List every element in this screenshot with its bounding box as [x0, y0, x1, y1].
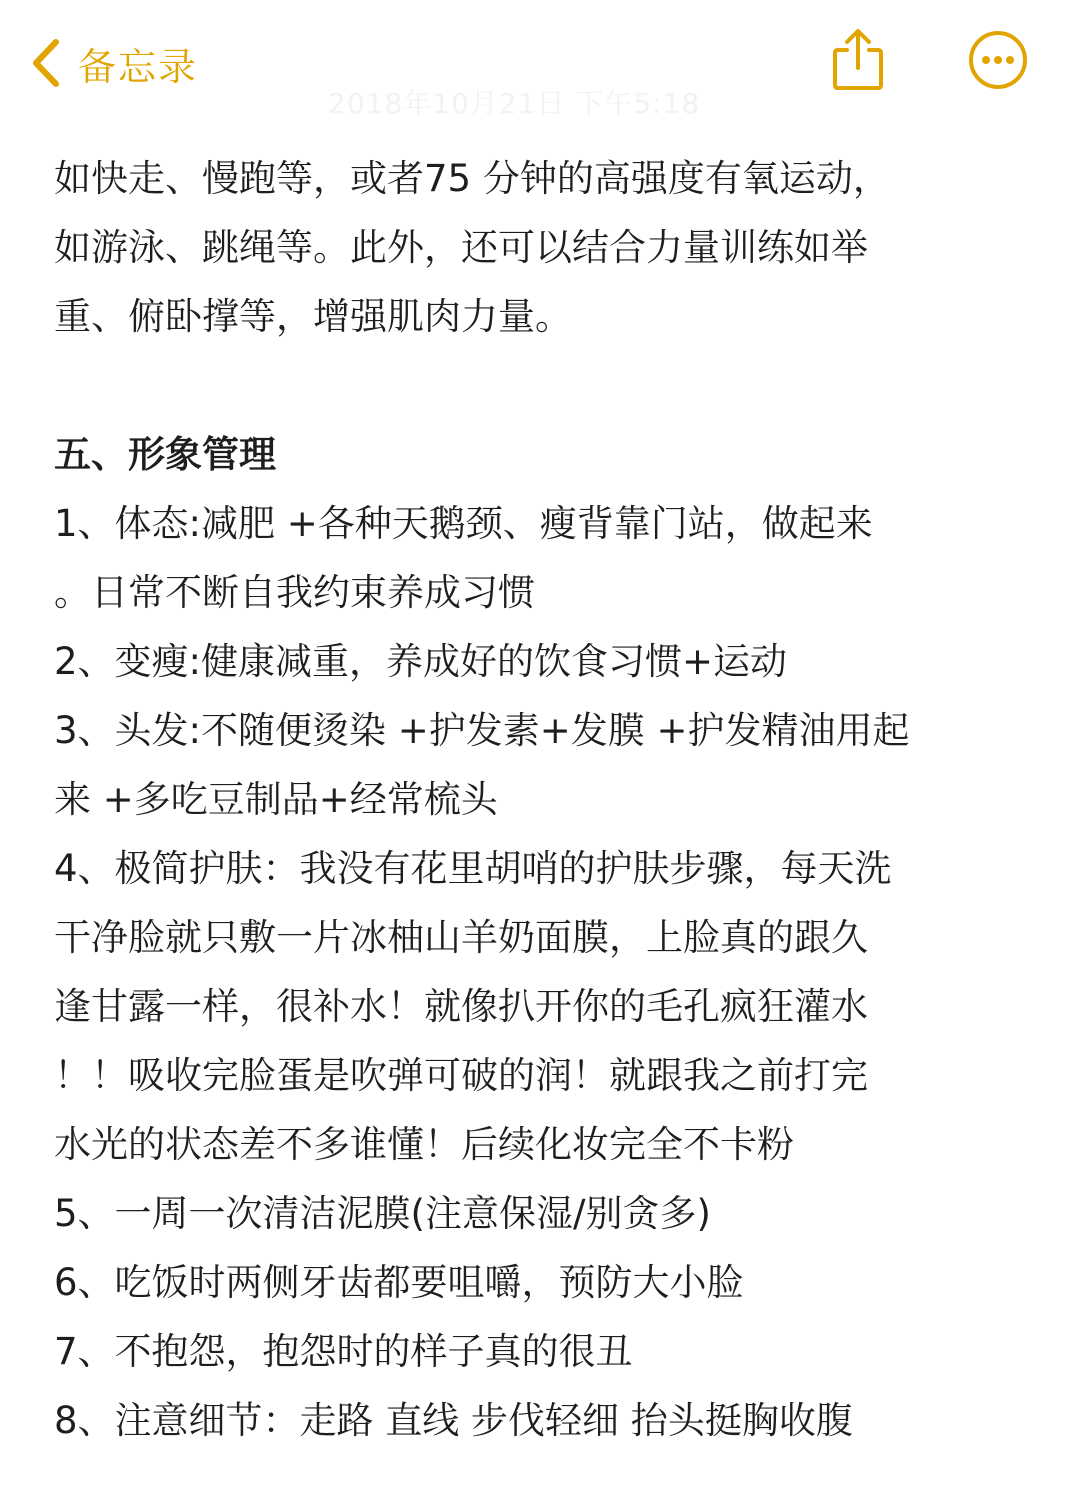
back-label: 备忘录 — [78, 44, 199, 89]
note-date: 2018年10月21日 下午5:18 — [328, 87, 701, 120]
note-line: 水光的状态差不多谁懂！后续化妆完全不卡粉 — [54, 1123, 794, 1166]
note-line: 如快走、慢跑等，或者75 分钟的高强度有氧运动， — [54, 157, 890, 200]
note-line: 7、不抱怨，抱怨时的样子真的很丑 — [54, 1330, 633, 1373]
note-line: 2、变瘦:健康减重，养成好的饮食习惯+运动 — [54, 640, 788, 683]
note-line: 来 +多吃豆制品+经常梳头 — [54, 778, 498, 821]
share-icon — [830, 28, 886, 96]
note-line: 如游泳、跳绳等。此外，还可以结合力量训练如举 — [54, 226, 868, 269]
note-line: ！！吸收完脸蛋是吹弹可破的润！就跟我之前打完 — [54, 1054, 868, 1097]
note-line: 重、俯卧撑等，增强肌肉力量。 — [54, 295, 572, 338]
note-line: 干净脸就只敷一片冰柚山羊奶面膜，上脸真的跟久 — [54, 916, 868, 959]
note-line: 6、吃饭时两侧牙齿都要咀嚼，预防大小脸 — [54, 1261, 744, 1304]
navigation-bar — [0, 0, 1080, 125]
note-line: 4、极简护肤：我没有花里胡哨的护肤步骤，每天洗 — [54, 847, 892, 890]
more-icon — [967, 29, 1029, 95]
note-line: 。日常不断自我约束养成习惯 — [54, 571, 535, 614]
more-button[interactable] — [962, 26, 1034, 98]
note-line: 5、一周一次清洁泥膜(注意保湿/别贪多) — [54, 1192, 711, 1235]
note-line: 1、体态:减肥 +各种天鹅颈、瘦背靠门站，做起来 — [54, 502, 873, 545]
note-line: 8、注意细节：走路 直线 步伐轻细 抬头挺胸收腹 — [54, 1399, 853, 1442]
note-body[interactable] — [54, 144, 1044, 1455]
share-button[interactable] — [822, 26, 894, 98]
note-line: 逢甘露一样，很补水！就像扒开你的毛孔疯狂灌水 — [54, 985, 868, 1028]
blank-line — [54, 351, 1044, 420]
note-line: 3、头发:不随便烫染 +护发素+发膜 +护发精油用起 — [54, 709, 910, 752]
chevron-left-icon — [28, 38, 62, 88]
section-heading: 五、形象管理 — [54, 433, 276, 476]
back-button[interactable] — [28, 30, 198, 96]
